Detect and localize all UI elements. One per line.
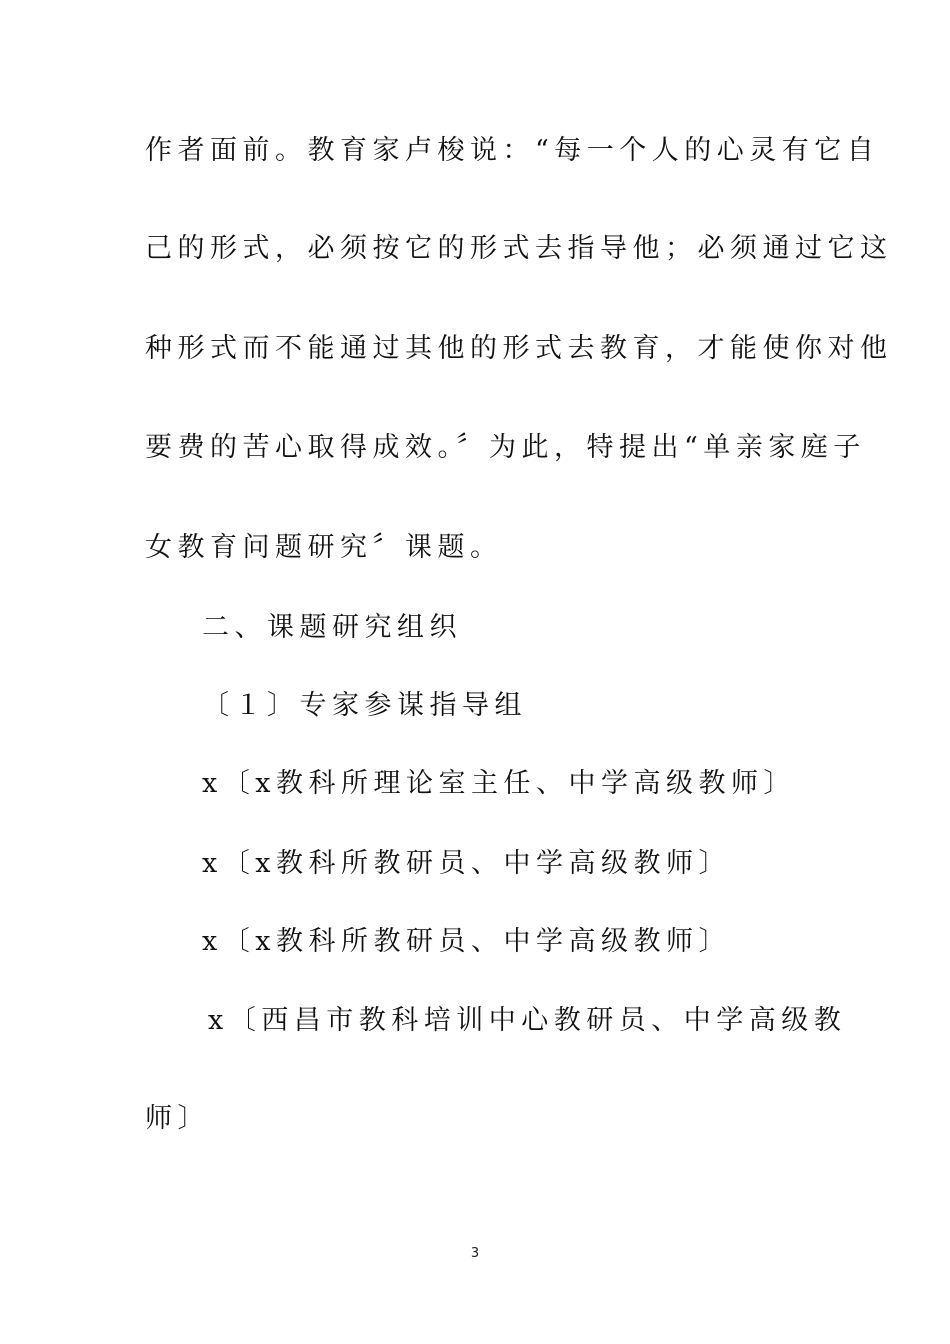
list-item: x〔x教科所教研员、中学高级教师〕 [202, 848, 731, 879]
body-text-line-2: 己的形式，必须按它的形式去指导他；必须通过它这 [145, 233, 893, 264]
list-item-continuation: 师〕 [145, 1103, 210, 1134]
page-number: 3 [470, 1246, 480, 1261]
body-text-line-5: 女教育问题研究〞课题。 [145, 532, 503, 563]
list-item: x〔x教科所理论室主任、中学高级教师〕 [202, 768, 796, 799]
body-text-line-4: 要费的苦心取得成效。〞为此，特提出“单亲家庭子 [145, 432, 866, 463]
body-text-line-3: 种形式而不能通过其他的形式去教育，才能使你对他 [145, 333, 893, 364]
body-text-line-1: 作者面前。教育家卢梭说：“每一个人的心灵有它自 [145, 135, 880, 166]
subsection-heading: 〔１〕专家参谋指导组 [202, 690, 527, 721]
section-heading: 二、课题研究组织 [202, 612, 462, 643]
list-item: x〔x教科所教研员、中学高级教师〕 [202, 926, 731, 957]
list-item: x〔西昌市教科培训中心教研员、中学高级教 [208, 1005, 847, 1036]
